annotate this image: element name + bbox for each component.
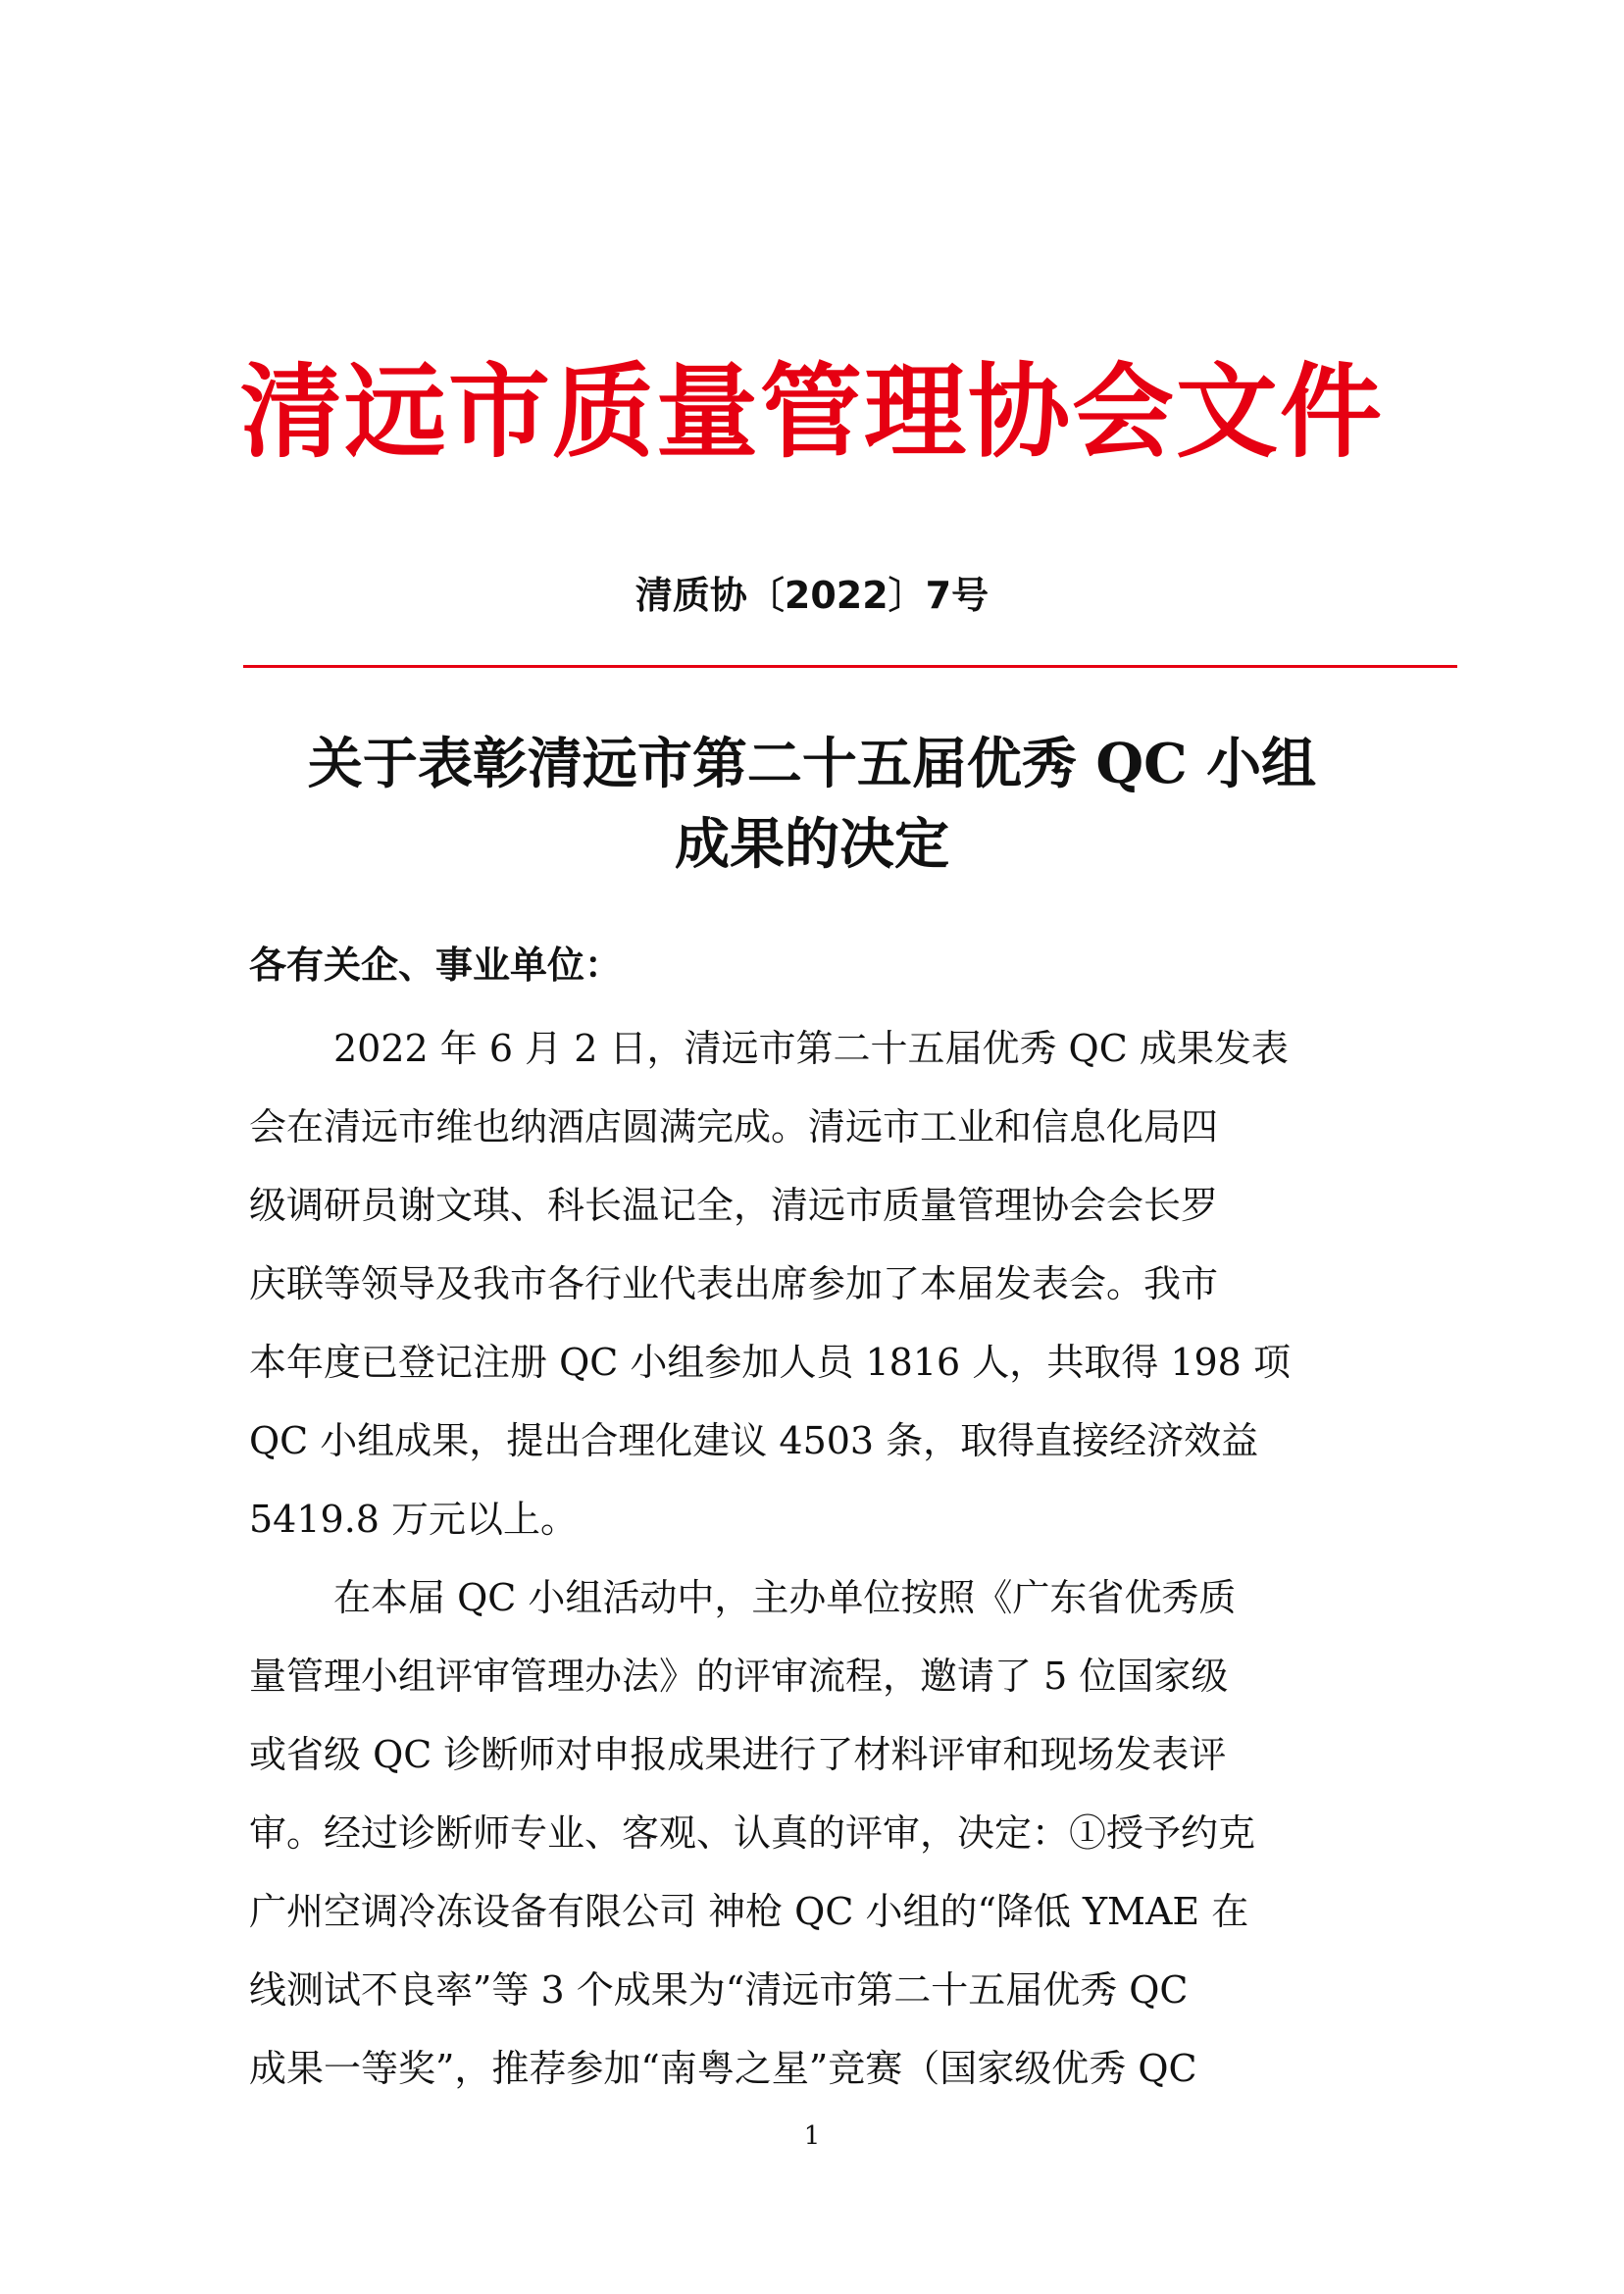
- body-line: 或省级 QC 诊断师对申报成果进行了材料评审和现场发表评: [249, 1733, 1227, 1776]
- decision-title-line-2: 成果的决定: [675, 812, 949, 877]
- body-line: 2022 年 6 月 2 日，清远市第二十五届优秀 QC 成果发表: [333, 1027, 1289, 1070]
- body-line: 广州空调冷冻设备有限公司 神枪 QC 小组的“降低 YMAE 在: [249, 1890, 1249, 1933]
- body-line: 会在清远市维也纳酒店圆满完成。清远市工业和信息化局四: [249, 1105, 1219, 1148]
- body-line: QC 小组成果，提出合理化建议 4503 条，取得直接经济效益: [249, 1419, 1259, 1462]
- body-line: 在本届 QC 小组活动中，主办单位按照《广东省优秀质: [333, 1576, 1237, 1619]
- decision-title: [0, 724, 1624, 885]
- body-line: 线测试不良率”等 3 个成果为“清远市第二十五届优秀 QC: [249, 1968, 1189, 2012]
- body-line: 庆联等领导及我市各行业代表出席参加了本届发表会。我市: [249, 1262, 1219, 1305]
- body-line: 审。经过诊断师专业、客观、认真的评审，决定：①授予约克: [249, 1811, 1256, 1855]
- page-number: 1: [803, 2121, 821, 2151]
- body-line: 本年度已登记注册 QC 小组参加人员 1816 人，共取得 198 项: [249, 1341, 1291, 1384]
- body-line: 级调研员谢文琪、科长温记全，清远市质量管理协会会长罗: [249, 1184, 1219, 1227]
- org-title: 清远市质量管理协会文件: [239, 352, 1384, 472]
- red-divider-line: [243, 665, 1457, 668]
- body-line: 成果一等奖”，推荐参加“南粤之星”竞赛（国家级优秀 QC: [249, 2047, 1197, 2090]
- body-line: 5419.8 万元以上。: [249, 1498, 579, 1541]
- body-line: 量管理小组评审管理办法》的评审流程，邀请了 5 位国家级: [249, 1655, 1229, 1698]
- decision-title-line-1: 关于表彰清远市第二十五届优秀 QC 小组: [307, 732, 1317, 796]
- addressee: 各有关企、事业单位：: [249, 943, 623, 987]
- doc-number: 清质协〔2022〕7号: [634, 574, 990, 617]
